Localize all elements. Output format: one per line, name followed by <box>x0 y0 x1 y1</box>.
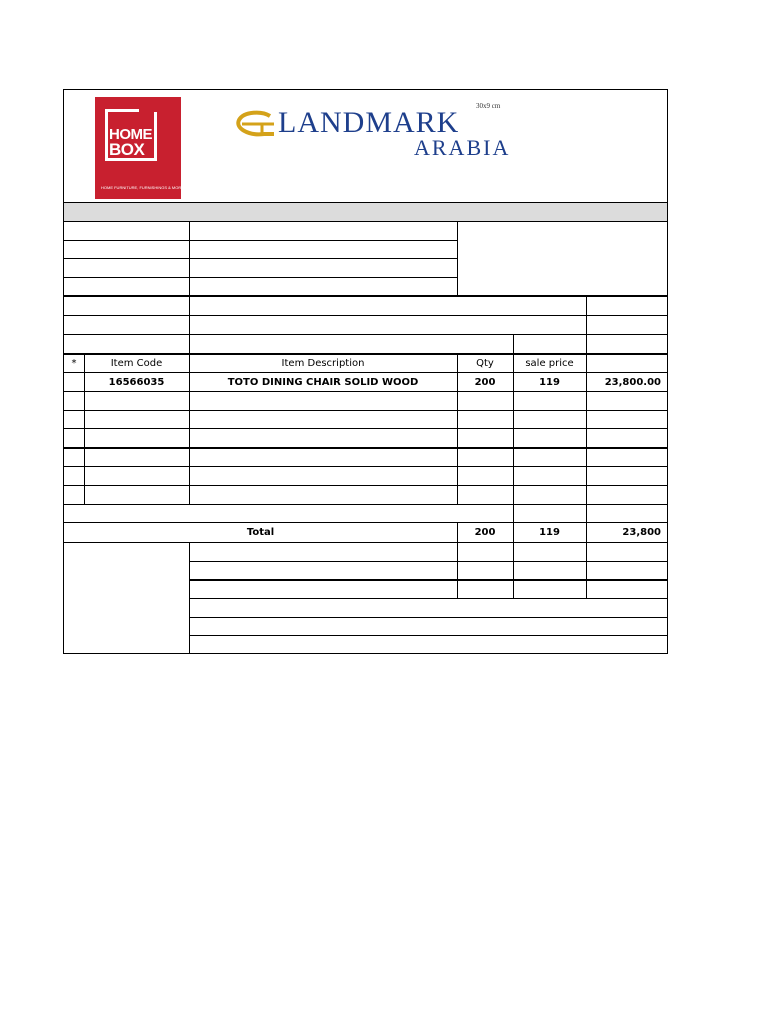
header-sale-price: sale price <box>525 357 574 369</box>
header-qty: Qty <box>476 357 494 369</box>
homebox-word-box: BOX <box>109 140 145 159</box>
row-price: 119 <box>539 376 560 388</box>
row-amount: 23,800.00 <box>604 376 661 388</box>
homebox-tagline: HOME FURNITURE, FURNISHINGS & MORE... <box>101 185 188 190</box>
row-description: TOTO DINING CHAIR SOLID WOOD <box>227 376 419 388</box>
homebox-word-home: HOME <box>109 126 152 143</box>
landmark-emblem-icon <box>234 110 282 140</box>
header-star: * <box>71 357 77 369</box>
header-item-code: Item Code <box>110 357 163 369</box>
row-item-code: 16566035 <box>108 376 165 388</box>
header-item-description: Item Description <box>281 357 365 369</box>
total-price: 119 <box>539 527 560 538</box>
total-amount: 23,800 <box>622 527 661 538</box>
landmark-word: LANDMARK <box>278 106 460 139</box>
row-qty: 200 <box>474 376 496 388</box>
arabia-word: ARABIA <box>414 135 511 160</box>
header-band <box>64 202 667 221</box>
total-qty: 200 <box>474 527 496 538</box>
invoice-sheet <box>63 89 668 654</box>
logo-size-note: 30x9 cm <box>476 102 501 110</box>
homebox-logo <box>95 97 188 199</box>
total-label: Total <box>246 527 275 538</box>
